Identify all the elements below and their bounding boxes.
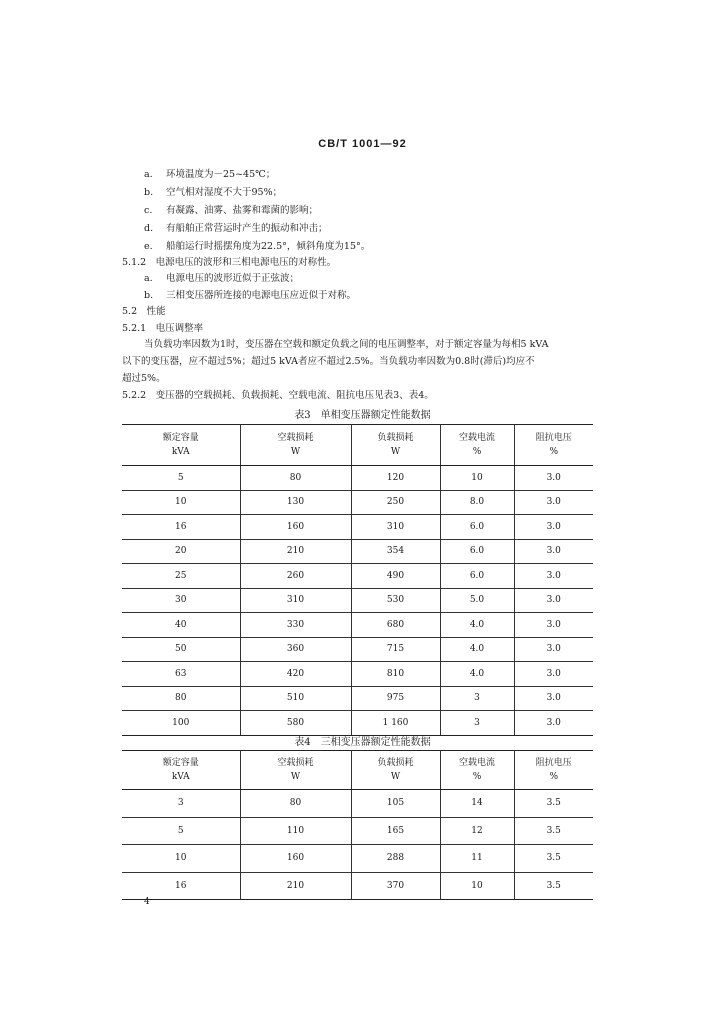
table3-caption: 表3 单相变压器额定性能数据	[294, 410, 431, 421]
table-cell: 4.0	[440, 637, 514, 662]
table-cell: 288	[351, 845, 440, 873]
section-heading-5-2-2: 5.2.2 变压器的空载损耗、负载损耗、空载电流、阻抗电压见表3、表4。	[122, 390, 434, 401]
table3	[122, 424, 593, 736]
table-cell: 160	[240, 515, 351, 540]
condition-item	[144, 222, 328, 235]
header-unit: kVA	[171, 447, 190, 457]
item-letter: a.	[144, 169, 153, 180]
condition-item	[144, 186, 282, 199]
item-letter: c.	[144, 205, 153, 216]
table-cell: 490	[351, 564, 440, 589]
table-cell: 5.0	[440, 588, 514, 613]
table-cell: 63	[122, 662, 240, 687]
standard-header: CB/T 1001—92	[318, 138, 407, 150]
table-cell: 110	[240, 817, 351, 845]
item-letter: e.	[144, 241, 153, 252]
table-cell: 10	[122, 845, 240, 873]
table-row	[122, 490, 593, 515]
table-cell: 8.0	[440, 490, 514, 515]
column-header	[240, 425, 351, 466]
item-text: 船舶运行时摇摆角度为22.5°，倾斜角度为15°。	[166, 241, 371, 252]
table-cell: 680	[351, 613, 440, 638]
table-cell: 130	[240, 490, 351, 515]
header-unit: W	[290, 772, 301, 782]
column-header	[351, 425, 440, 466]
table-cell: 6.0	[440, 564, 514, 589]
header-unit: W	[290, 447, 301, 457]
table-cell: 3.5	[514, 872, 593, 900]
table-cell: 3	[122, 790, 240, 818]
table-cell: 10	[122, 490, 240, 515]
table-cell: 1 160	[351, 711, 440, 736]
header-name: 空载损耗	[277, 758, 314, 768]
table-cell: 165	[351, 817, 440, 845]
table-cell: 370	[351, 872, 440, 900]
item-letter: b.	[144, 187, 154, 198]
condition-item	[144, 168, 275, 181]
table-row	[122, 637, 593, 662]
header-unit: %	[549, 772, 559, 782]
table-row	[122, 790, 593, 818]
table-row	[122, 711, 593, 736]
table-cell: 3	[440, 711, 514, 736]
table-cell: 3.0	[514, 490, 593, 515]
table-cell: 3	[440, 686, 514, 711]
table-cell: 810	[351, 662, 440, 687]
item-text: 有凝露、油雾、盐雾和霉菌的影响；	[166, 205, 319, 216]
item-letter: a.	[144, 273, 153, 284]
table-cell: 30	[122, 588, 240, 613]
table-cell: 530	[351, 588, 440, 613]
table-cell: 12	[440, 817, 514, 845]
table-row	[122, 845, 593, 873]
table-cell: 3.0	[514, 466, 593, 491]
page-number: 4	[144, 897, 150, 907]
section-heading-5-2: 5.2 性能	[122, 306, 166, 317]
column-header	[351, 751, 440, 790]
column-header	[122, 751, 240, 790]
table-row	[122, 564, 593, 589]
table-cell: 40	[122, 613, 240, 638]
item-text: 有船舶正常营运时产生的振动和冲击；	[166, 223, 328, 234]
column-header	[122, 425, 240, 466]
table-cell: 14	[440, 790, 514, 818]
table-row	[122, 613, 593, 638]
table-cell: 160	[240, 845, 351, 873]
table-cell: 210	[240, 539, 351, 564]
condition-item	[144, 204, 318, 217]
header-name: 负载损耗	[377, 758, 414, 768]
table-cell: 100	[122, 711, 240, 736]
table-cell: 3.5	[514, 845, 593, 873]
item-text: 空气相对湿度不大于95%；	[166, 187, 283, 198]
table-cell: 50	[122, 637, 240, 662]
table-cell: 25	[122, 564, 240, 589]
table-cell: 10	[440, 872, 514, 900]
section-heading-5-2-1: 5.2.1 电压调整率	[122, 323, 204, 334]
table-row	[122, 872, 593, 900]
table-cell: 120	[351, 466, 440, 491]
header-unit: W	[390, 447, 401, 457]
voltage-item	[144, 289, 356, 302]
header-unit: %	[472, 447, 482, 457]
table-row	[122, 466, 593, 491]
table-cell: 260	[240, 564, 351, 589]
table-cell: 16	[122, 515, 240, 540]
table-cell: 310	[351, 515, 440, 540]
header-name: 额定容量	[162, 758, 199, 768]
header-name: 空载损耗	[277, 433, 314, 443]
table-cell: 715	[351, 637, 440, 662]
table-cell: 3.0	[514, 613, 593, 638]
table4	[122, 750, 593, 900]
table-cell: 3.0	[514, 686, 593, 711]
table-cell: 510	[240, 686, 351, 711]
table-row	[122, 515, 593, 540]
header-name: 额定容量	[162, 433, 199, 443]
header-unit: kVA	[171, 772, 190, 782]
section-heading-5-1-2: 5.1.2 电源电压的波形和三相电源电压的对称性。	[122, 257, 337, 268]
header-name: 空载电流	[458, 758, 495, 768]
table-cell: 5	[122, 466, 240, 491]
table-cell: 3.0	[514, 637, 593, 662]
table-cell: 3.0	[514, 564, 593, 589]
table-cell: 16	[122, 872, 240, 900]
paragraph-line: 以下的变压器，应不超过5%；超过5 kVA者应不超过2.5%。当负载功率因数为0.8时(滞后)均应不	[122, 356, 535, 367]
table-cell: 210	[240, 872, 351, 900]
column-header	[514, 751, 593, 790]
table-cell: 4.0	[440, 613, 514, 638]
table-row	[122, 539, 593, 564]
table-cell: 310	[240, 588, 351, 613]
header-name: 负载损耗	[377, 433, 414, 443]
table-row	[122, 817, 593, 845]
table-cell: 420	[240, 662, 351, 687]
header-unit: %	[472, 772, 482, 782]
header-unit: %	[549, 447, 559, 457]
table-cell: 330	[240, 613, 351, 638]
table-cell: 5	[122, 817, 240, 845]
table-cell: 580	[240, 711, 351, 736]
item-text: 三相变压器所连接的电源电压应近似于对称。	[166, 290, 357, 301]
item-letter: d.	[144, 223, 154, 234]
table-row	[122, 686, 593, 711]
table-cell: 80	[240, 466, 351, 491]
table-cell: 4.0	[440, 662, 514, 687]
header-unit: W	[390, 772, 401, 782]
table-cell: 6.0	[440, 539, 514, 564]
table-cell: 3.5	[514, 790, 593, 818]
voltage-item	[144, 272, 299, 285]
table-cell: 11	[440, 845, 514, 873]
item-text: 环境温度为－25~45℃；	[166, 169, 276, 180]
column-header	[240, 751, 351, 790]
table-cell: 3.0	[514, 711, 593, 736]
paragraph-line: 超过5%。	[122, 373, 166, 384]
table-cell: 354	[351, 539, 440, 564]
table-cell: 6.0	[440, 515, 514, 540]
table-cell: 10	[440, 466, 514, 491]
table-cell: 3.0	[514, 515, 593, 540]
header-name: 阻抗电压	[535, 433, 572, 443]
item-letter: b.	[144, 290, 154, 301]
table-cell: 105	[351, 790, 440, 818]
column-header	[440, 425, 514, 466]
condition-item	[144, 240, 370, 253]
table-cell: 3.0	[514, 588, 593, 613]
table-cell: 80	[122, 686, 240, 711]
table-cell: 250	[351, 490, 440, 515]
table-row	[122, 588, 593, 613]
table-row	[122, 662, 593, 687]
column-header	[514, 425, 593, 466]
table-cell: 975	[351, 686, 440, 711]
table-cell: 360	[240, 637, 351, 662]
table-cell: 3.0	[514, 662, 593, 687]
header-name: 空载电流	[458, 433, 495, 443]
table-cell: 20	[122, 539, 240, 564]
item-text: 电源电压的波形近似于正弦波；	[166, 273, 300, 284]
table-cell: 80	[240, 790, 351, 818]
header-name: 阻抗电压	[535, 758, 572, 768]
table-cell: 3.0	[514, 539, 593, 564]
paragraph-line: 当负载功率因数为1时，变压器在空载和额定负载之间的电压调整率，对于额定容量为每相5 kVA	[144, 339, 549, 350]
table-cell: 3.5	[514, 817, 593, 845]
column-header	[440, 751, 514, 790]
table4-caption: 表4 三相变压器额定性能数据	[294, 737, 431, 748]
